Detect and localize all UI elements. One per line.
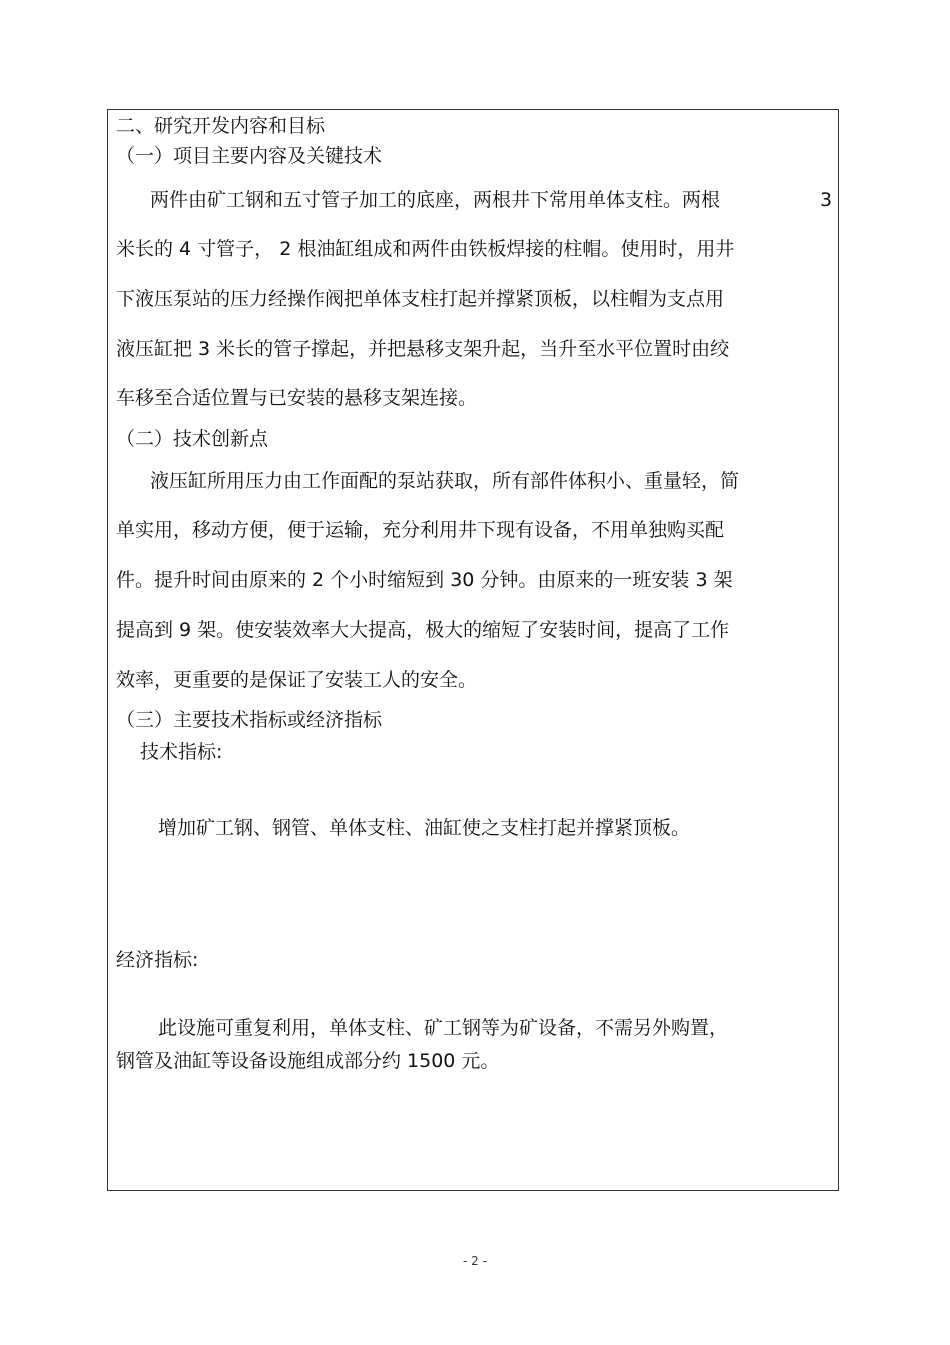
paragraph-line: 效率，更重要的是保证了安装工人的安全。: [116, 669, 478, 691]
page-number: - 2 -: [463, 1254, 487, 1268]
paragraph-line: 液压缸所用压力由工作面配的泵站获取，所有部件体积小、重量轻，简: [150, 470, 740, 492]
paragraph-line: 米长的 4 寸管子， 2 根油缸组成和两件由铁板焊接的柱帽。使用时，用井: [116, 238, 735, 260]
paragraph-line: 3: [820, 189, 833, 211]
section-title: 二、研究开发内容和目标: [116, 115, 326, 137]
subsection-1-heading: （一）项目主要内容及关键技术: [116, 145, 383, 167]
econ-indicator-line: 钢管及油缸等设备设施组成部分约 1500 元。: [116, 1050, 500, 1072]
subsection-2-heading: （二）技术创新点: [116, 428, 269, 450]
tech-indicator-label: 技术指标:: [140, 741, 223, 763]
paragraph-line: 液压缸把 3 米长的管子撑起，并把悬移支架升起，当升至水平位置时由绞: [116, 338, 730, 360]
paragraph-line: 单实用，移动方便，便于运输，充分利用井下现有设备，不用单独购买配: [116, 519, 725, 541]
econ-indicator-label: 经济指标:: [116, 949, 199, 971]
econ-indicator-line: 此设施可重复利用，单体支柱、矿工钢等为矿设备，不需另外购置，: [158, 1017, 729, 1039]
paragraph-line: 车移至合适位置与已安装的悬移支架连接。: [116, 387, 478, 409]
paragraph-line: 两件由矿工钢和五寸管子加工的底座，两根井下常用单体支柱。两根: [150, 189, 721, 211]
paragraph-line: 下液压泵站的压力经操作阀把单体支柱打起并撑紧顶板，以柱帽为支点用: [116, 288, 725, 310]
tech-indicator-text: 增加矿工钢、钢管、单体支柱、油缸使之支柱打起并撑紧顶板。: [158, 817, 691, 839]
paragraph-line: 件。提升时间由原来的 2 个小时缩短到 30 分钟。由原来的一班安装 3 架: [116, 569, 733, 591]
subsection-3-heading: （三）主要技术指标或经济指标: [116, 709, 383, 731]
paragraph-line: 提高到 9 架。使安装效率大大提高，极大的缩短了安装时间，提高了工作: [116, 619, 730, 641]
